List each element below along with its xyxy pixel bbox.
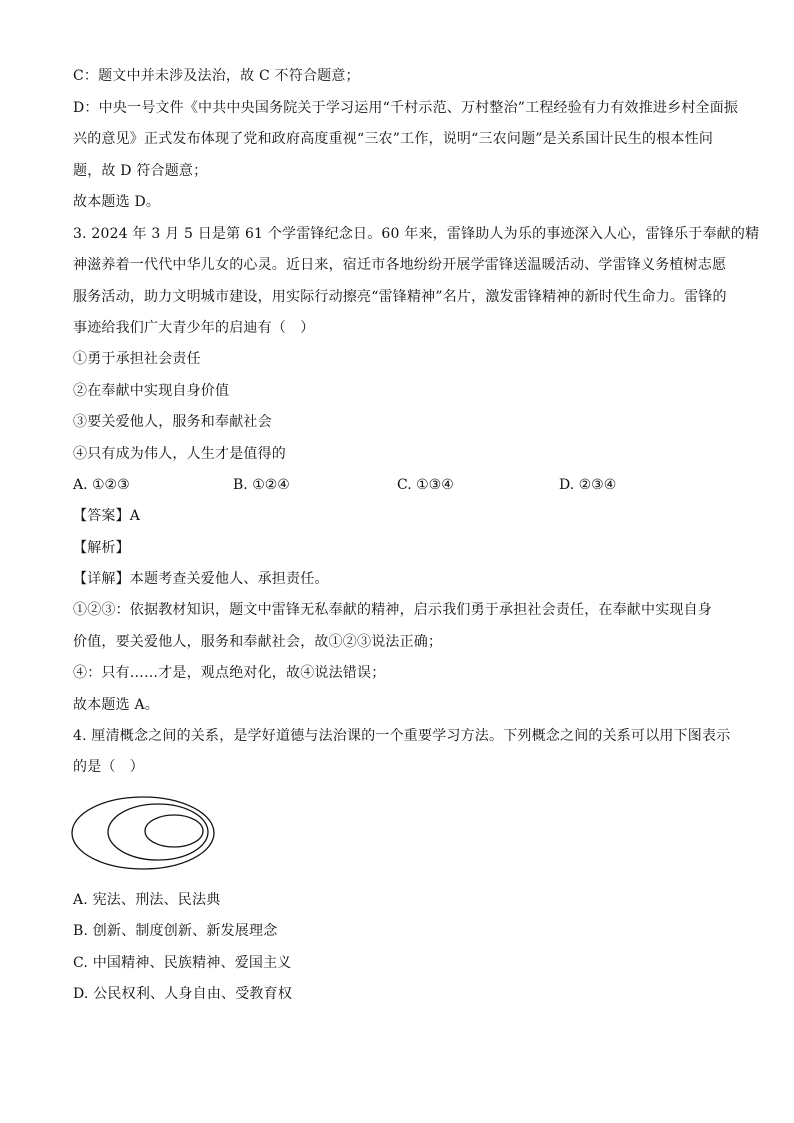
text-line: 故本题选 A。: [73, 697, 159, 713]
text-line: 神滋养着一代代中华儿女的心灵。近日来，宿迁市各地纷纷开展学雷锋送温暖活动、学雷锋义务植树志愿: [73, 257, 727, 273]
text-line: D：中央一号文件《中共中央国务院关于学习运用“千村示范、万村整治”工程经验有力有效推进乡村全面振: [73, 100, 739, 116]
question-3-stem: 3. 2024 年 3 月 5 日是第 61 个学雷锋纪念日。60 年来，雷锋助人为乐的事迹深入人心，雷锋乐于奉献的精: [73, 226, 760, 242]
q3-option-d: D. ②③④: [559, 477, 617, 493]
statement-2: ②在奉献中实现自身价值: [73, 383, 230, 399]
inner-ellipse: [145, 815, 203, 847]
statement-4: ④只有成为伟人，人生才是值得的: [73, 446, 286, 462]
analysis-label: 【解析】: [73, 540, 130, 556]
statement-3: ③要关爱他人，服务和奉献社会: [73, 414, 272, 430]
middle-ellipse: [108, 804, 208, 860]
q3-option-c: C. ①③④: [397, 477, 454, 493]
text-line: 价值，要关爱他人，服务和奉献社会，故①②③说法正确；: [73, 634, 443, 650]
answer-label: 【答案】A: [73, 508, 141, 524]
q3-option-b: B. ①②④: [233, 477, 290, 493]
q4-option-d: D. 公民权利、人身自由、受教育权: [73, 986, 293, 1002]
q4-option-c: C. 中国精神、民族精神、爱国主义: [73, 955, 292, 971]
nested-ellipses-diagram: [70, 795, 220, 875]
q3-option-a: A. ①②③: [73, 477, 130, 493]
q4-option-b: B. 创新、制度创新、新发展理念: [73, 923, 278, 939]
text-line: 题，故 D 符合题意；: [73, 163, 208, 179]
statement-1: ①勇于承担社会责任: [73, 351, 201, 367]
question-4-stem: 4. 厘清概念之间的关系，是学好道德与法治课的一个重要学习方法。下列概念之间的关系可以用下图表示: [73, 728, 731, 744]
detail-label: 【详解】本题考查关爱他人、承担责任。: [73, 571, 329, 587]
text-line: 兴的意见》正式发布体现了党和政府高度重视“三农”工作，说明“三农问题”是关系国计民生的根本性问: [73, 131, 714, 147]
text-line: ④：只有……才是，观点绝对化，故④说法错误；: [73, 665, 386, 681]
text-line: 的是（ ）: [73, 759, 144, 775]
text-line: 故本题选 D。: [73, 194, 161, 210]
text-line: 事迹给我们广大青少年的启迪有（ ）: [73, 320, 315, 336]
text-line: ①②③：依据教材知识，题文中雷锋无私奉献的精神，启示我们勇于承担社会责任，在奉献中实现自身: [73, 602, 712, 618]
text-line: 服务活动，助力文明城市建设，用实际行动擦亮“雷锋精神”名片，激发雷锋精神的新时代生命力。雷锋的: [73, 289, 727, 305]
q4-option-a: A. 宪法、刑法、民法典: [73, 892, 221, 908]
text-line: C：题文中并未涉及法治，故 C 不符合题意；: [73, 68, 360, 84]
